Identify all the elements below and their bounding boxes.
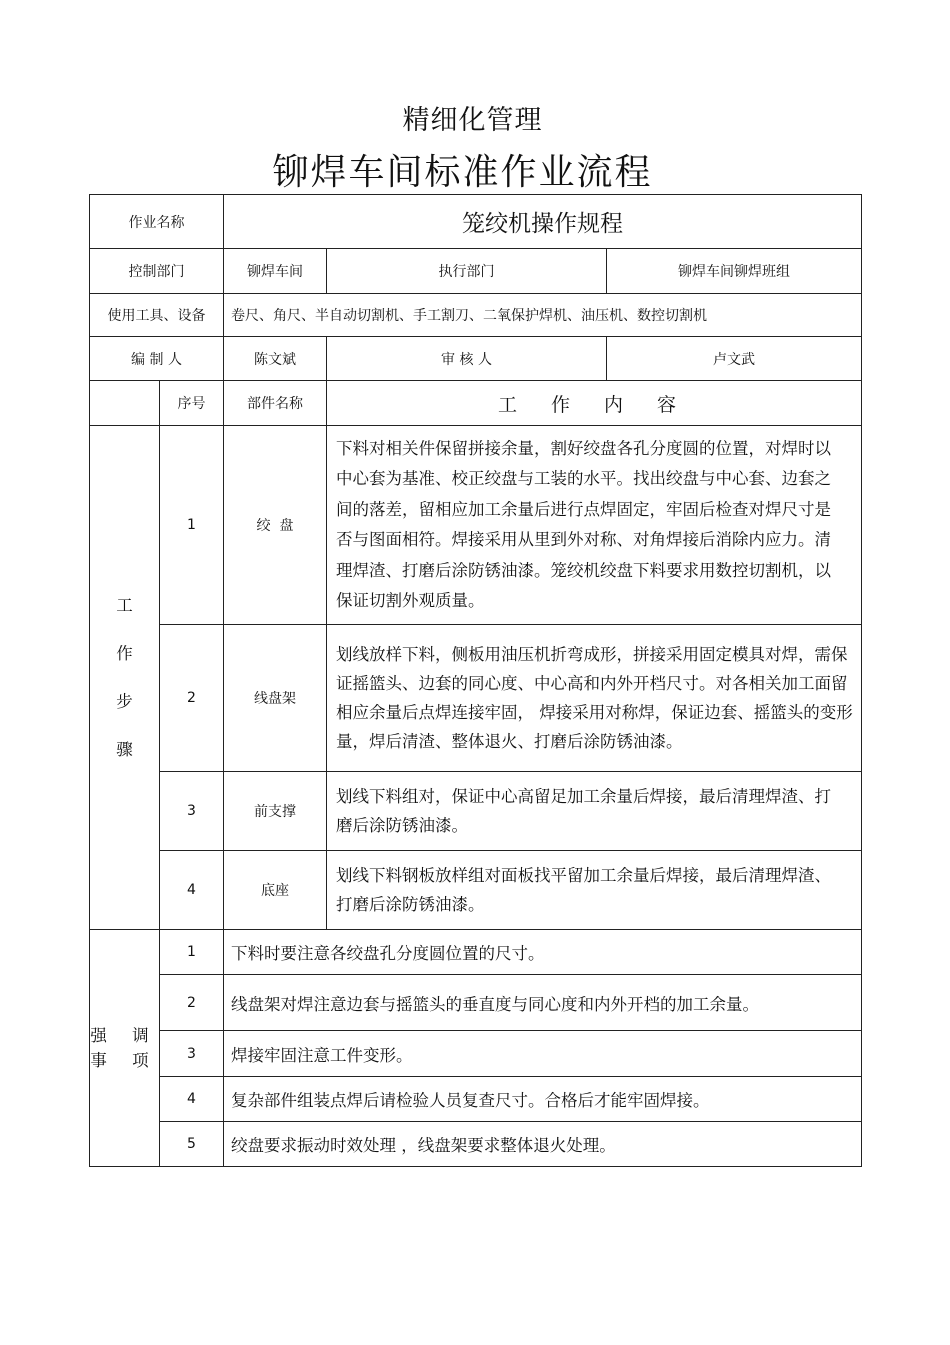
reviewer-value: 卢文武 bbox=[607, 337, 862, 381]
step-number: 4 bbox=[160, 851, 224, 930]
note-text: 线盘架对焊注意边套与摇篮头的垂直度与同心度和内外开档的加工余量。 bbox=[224, 975, 862, 1031]
page-title: 铆焊车间标准作业流程 bbox=[272, 152, 653, 193]
step-part-name: 线盘架 bbox=[224, 625, 327, 772]
control-dept-value: 铆焊车间 bbox=[224, 249, 327, 294]
job-name-label: 作业名称 bbox=[90, 195, 224, 249]
step-part-name: 前支撑 bbox=[224, 772, 327, 851]
note-number: 3 bbox=[160, 1031, 224, 1077]
page-subtitle: 精细化管理 bbox=[402, 105, 543, 136]
col-seq-header: 序号 bbox=[160, 381, 224, 426]
note-number: 5 bbox=[160, 1122, 224, 1167]
step-number: 2 bbox=[160, 625, 224, 772]
notes-section-label: 强 调 事 项 bbox=[90, 930, 160, 1167]
step-number: 1 bbox=[160, 426, 224, 625]
note-text: 焊接牢固注意工件变形。 bbox=[224, 1031, 862, 1077]
procedure-table bbox=[89, 194, 862, 1167]
step-number: 3 bbox=[160, 772, 224, 851]
steps-label-char: 工 bbox=[116, 595, 133, 615]
note-text: 绞盘要求振动时效处理 ，线盘架要求整体退火处理。 bbox=[224, 1122, 862, 1167]
control-dept-label: 控制部门 bbox=[90, 249, 224, 294]
step-content: 划线下料钢板放样组对面板找平留加工余量后焊接，最后清理焊渣、打磨后涂防锈油漆。 bbox=[327, 851, 862, 930]
step-part-name: 绞 盘 bbox=[224, 426, 327, 625]
col-part-header: 部件名称 bbox=[224, 381, 327, 426]
step-part-name: 底座 bbox=[224, 851, 327, 930]
step-content: 划线放样下料，侧板用油压机折弯成形，拼接采用固定模具对焊，需保证摇篮头、边套的同心度、中心高和内外开档尺寸。对各相关加工面留相应余量后点焊连接牢固， 焊接采用对称焊，保证边套、摇篮头的变形量，焊后清渣、整体退火、打磨后涂防锈油漆。 bbox=[327, 625, 862, 772]
col-work-header: 工 作 内 容 bbox=[327, 381, 862, 426]
tools-value: 卷尺、角尺、半自动切割机、手工割刀、二氧保护焊机、油压机、数控切割机 bbox=[224, 294, 862, 337]
exec-dept-value: 铆焊车间铆焊班组 bbox=[607, 249, 862, 294]
note-text: 复杂部件组装点焊后请检验人员复查尺寸。合格后才能牢固焊接。 bbox=[224, 1077, 862, 1122]
steps-label-char: 步 bbox=[116, 691, 133, 711]
job-name-value: 笼绞机操作规程 bbox=[224, 195, 862, 249]
step-content: 下料对相关件保留拼接余量，割好绞盘各孔分度圆的位置，对焊时以中心套为基准、校正绞盘与工装的水平。找出绞盘与中心套、边套之间的落差，留相应加工余量后进行点焊固定，牢固后检查对焊尺寸是否与图面相符。焊接采用从里到外对称、对角焊接后消除内应力。清理焊渣、打磨后涂防锈油漆。笼绞机绞盘下料要求用数控切割机，以保证切割外观质量。 bbox=[327, 426, 862, 625]
note-number: 4 bbox=[160, 1077, 224, 1122]
editor-label: 编 制 人 bbox=[90, 337, 224, 381]
steps-label-char: 骤 bbox=[116, 739, 133, 759]
exec-dept-label: 执行部门 bbox=[327, 249, 607, 294]
header-blank-cell bbox=[90, 381, 160, 426]
steps-section-label bbox=[90, 426, 160, 930]
tools-label: 使用工具、设备 bbox=[90, 294, 224, 337]
editor-value: 陈文斌 bbox=[224, 337, 327, 381]
step-content: 划线下料组对，保证中心高留足加工余量后焊接，最后清理焊渣、打磨后涂防锈油漆。 bbox=[327, 772, 862, 851]
note-number: 2 bbox=[160, 975, 224, 1031]
reviewer-label: 审 核 人 bbox=[327, 337, 607, 381]
note-text: 下料时要注意各绞盘孔分度圆位置的尺寸。 bbox=[224, 930, 862, 975]
steps-label-char: 作 bbox=[116, 643, 133, 663]
note-number: 1 bbox=[160, 930, 224, 975]
